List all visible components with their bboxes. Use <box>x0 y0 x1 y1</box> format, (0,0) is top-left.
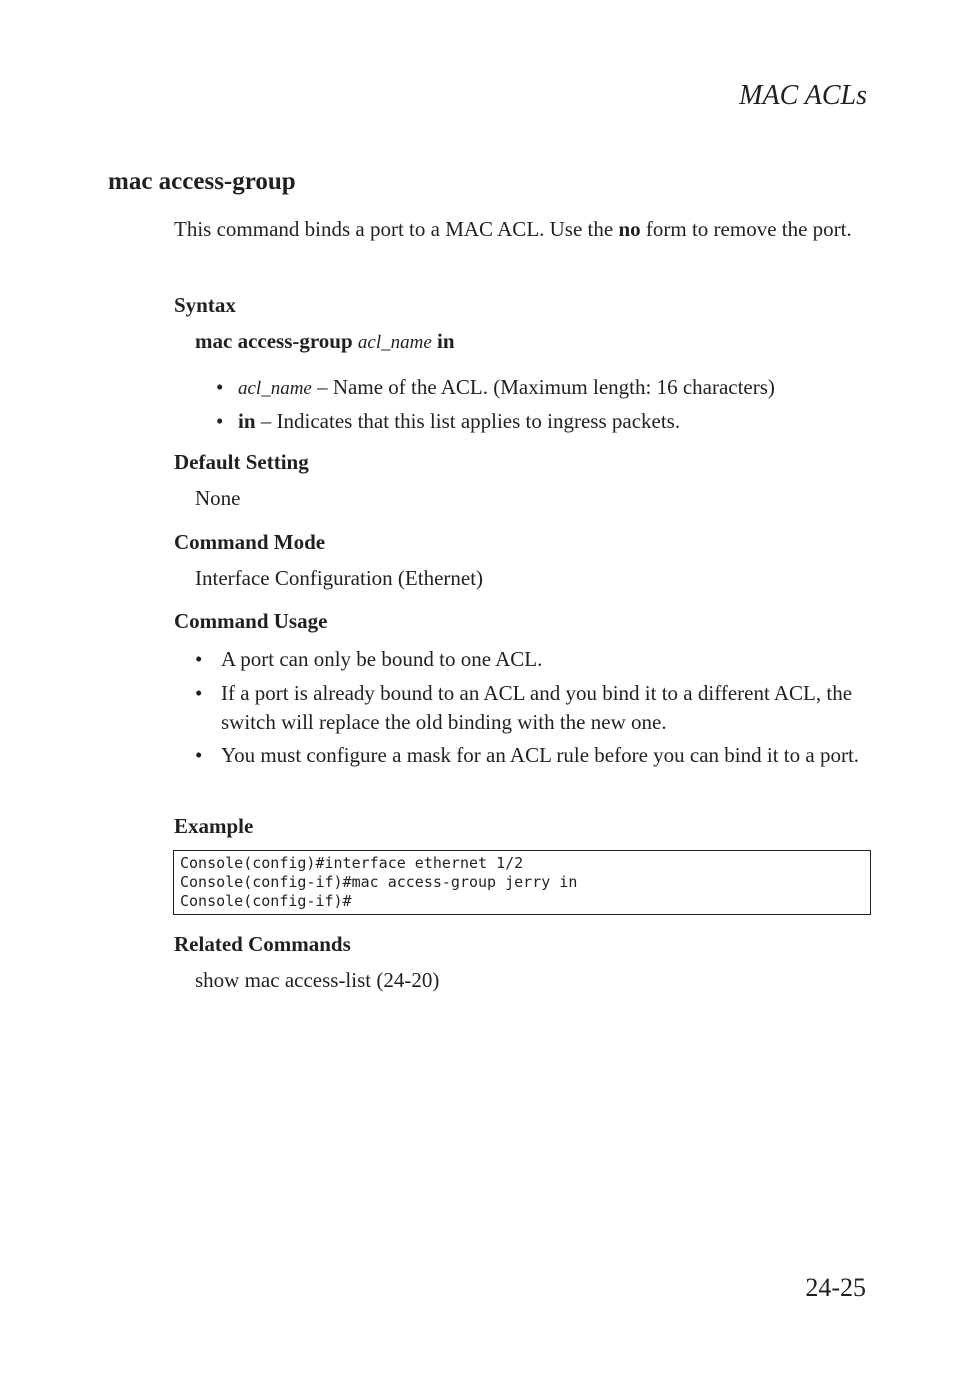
running-header: MAC ACLs <box>739 80 867 111</box>
default-setting-value: None <box>195 486 241 510</box>
command-title: mac access-group <box>108 168 296 195</box>
command-usage-heading: Command Usage <box>174 609 328 633</box>
bullet: • <box>195 743 203 767</box>
syntax-command: mac access-group acl_name in <box>195 329 455 353</box>
page-number: 24-25 <box>805 1273 866 1302</box>
default-setting-heading: Default Setting <box>174 450 309 474</box>
command-description: This command binds a port to a MAC ACL. Use the no form to remove the port. <box>174 217 852 241</box>
code-line: Console(config)#interface ethernet 1/2 <box>180 854 524 872</box>
code-line: Console(config-if)# <box>180 892 352 910</box>
bullet: • <box>195 681 203 705</box>
related-commands-heading: Related Commands <box>174 932 351 956</box>
command-mode-value: Interface Configuration (Ethernet) <box>195 566 484 590</box>
syntax-heading: Syntax <box>174 293 236 317</box>
code-line: Console(config-if)#mac access-group jerry in <box>180 873 578 891</box>
related-command-link: show mac access-list (24-20) <box>195 968 440 992</box>
example-heading: Example <box>174 814 254 838</box>
code-example <box>173 850 871 915</box>
bullet: • <box>216 409 224 433</box>
bullet: • <box>195 647 203 671</box>
command-mode-heading: Command Mode <box>174 530 326 554</box>
bullet: • <box>216 375 224 399</box>
no-keyword: no <box>618 217 641 241</box>
